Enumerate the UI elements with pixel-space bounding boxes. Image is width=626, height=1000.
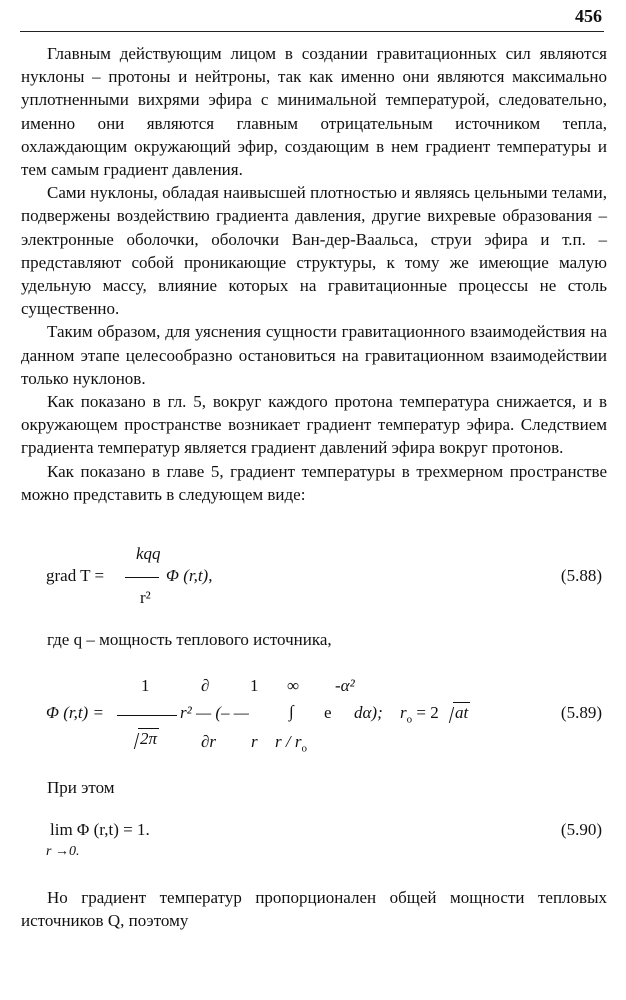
eq589-bottom-limit <box>275 732 307 754</box>
body-text <box>21 42 607 506</box>
equation-5-90 <box>0 820 626 864</box>
eq589-top-one2: 1 <box>250 676 259 695</box>
eq588-fraction-line <box>125 577 159 578</box>
eq589-r0-eq: = 2 <box>416 703 439 722</box>
eq588-number: (5.88) <box>560 566 602 585</box>
eq588-denominator: r² <box>140 588 151 607</box>
eq589-bottom-dr: ∂r <box>201 732 217 751</box>
eq590-number: (5.90) <box>560 820 602 839</box>
eq590-under: r →0. <box>46 844 80 859</box>
eq589-bottom-limit-expr: r / r <box>275 732 302 751</box>
eq588-lhs: grad T = <box>46 566 105 585</box>
paragraph-2: Сами нуклоны, обладая наивысшей плотностью и являясь цельными телами, подвержены воздействию градиента давления, другие вихревые образования – электронные оболочки, оболочки Ван-дер-Ваальса, струи эфира и т.п. – представляют собой проникающие структуры, к тому же имеющие малую удельную массу, влияние которых на гравитационные процессы не столь существенно. <box>21 183 607 319</box>
header-rule <box>20 31 604 32</box>
eq589-top-exponent: -α² <box>335 676 355 695</box>
eq589-r0-sub: o <box>406 713 413 726</box>
eq589-top-partial: ∂ <box>201 676 210 695</box>
equation-5-88 <box>0 544 626 614</box>
eq589-sqrt-at <box>443 703 470 723</box>
eq589-bottom-sqrt <box>128 729 159 749</box>
eq589-bottom-limit-sub: o <box>301 742 307 755</box>
eq589-top-infinity: ∞ <box>287 676 300 695</box>
eq589-top-one: 1 <box>141 676 150 695</box>
paragraph-1: Главным действующим лицом в создании гравитационных сил являются нуклоны – протоны и нейтроны, так как именно они являются максимально уплотненными вихрями эфира с минимальной температурой, следовательно, именно они являются главным отрицательным источником тепла, охлаждающим окружающий эфир, создающим в нем градиент температуры и тем самым градиент давления. <box>21 44 607 180</box>
eq589-sqrt-2pi-value: 2π <box>140 729 158 748</box>
final-paragraph: Но градиент температур пропорционален общей мощности тепловых источников Q, поэтому <box>21 888 607 931</box>
eq589-bottom-r: r <box>251 732 258 751</box>
equation-5-89 <box>0 676 626 756</box>
eq589-lhs: Φ (r,t) = <box>46 703 104 722</box>
eq589-sqrt-2pi <box>128 729 159 749</box>
page-number: 456 <box>575 6 602 26</box>
eq589-middle: r² — (– — <box>180 703 249 722</box>
final-paragraph-block <box>21 886 607 932</box>
pri-etom-text: При этом <box>47 778 115 797</box>
eq590-expression: lim Φ (r,t) = 1. <box>50 820 150 839</box>
eq589-dalpha: dα); <box>354 703 383 722</box>
eq589-integral: ∫ <box>289 702 294 721</box>
eq589-r0-var: r <box>400 703 407 722</box>
eq589-r0 <box>400 703 470 725</box>
paragraph-4: Как показано в гл. 5, вокруг каждого протона температура снижается, и в окружающем пространстве возникает градиент температур эфира. Следствием градиента температур является градиент давлений эфира вокруг протонов. <box>21 392 607 458</box>
eq589-fraction-line <box>117 715 177 716</box>
eq588-rhs: Φ (r,t), <box>166 566 213 585</box>
eq589-sqrt-at-value: at <box>454 703 469 722</box>
where-q-text: где q – мощность теплового источника, <box>47 630 332 649</box>
eq588-numerator: kqq <box>136 544 161 563</box>
eq589-e: e <box>324 703 332 722</box>
paragraph-5: Как показано в главе 5, градиент температуры в трехмерном пространстве можно представить в следующем виде: <box>21 461 607 504</box>
eq589-number: (5.89) <box>560 703 602 722</box>
paragraph-3: Таким образом, для уяснения сущности гравитационного взаимодействия на данном этапе целесообразно остановиться на гравитационном взаимодействии только нуклонов. <box>21 322 607 388</box>
